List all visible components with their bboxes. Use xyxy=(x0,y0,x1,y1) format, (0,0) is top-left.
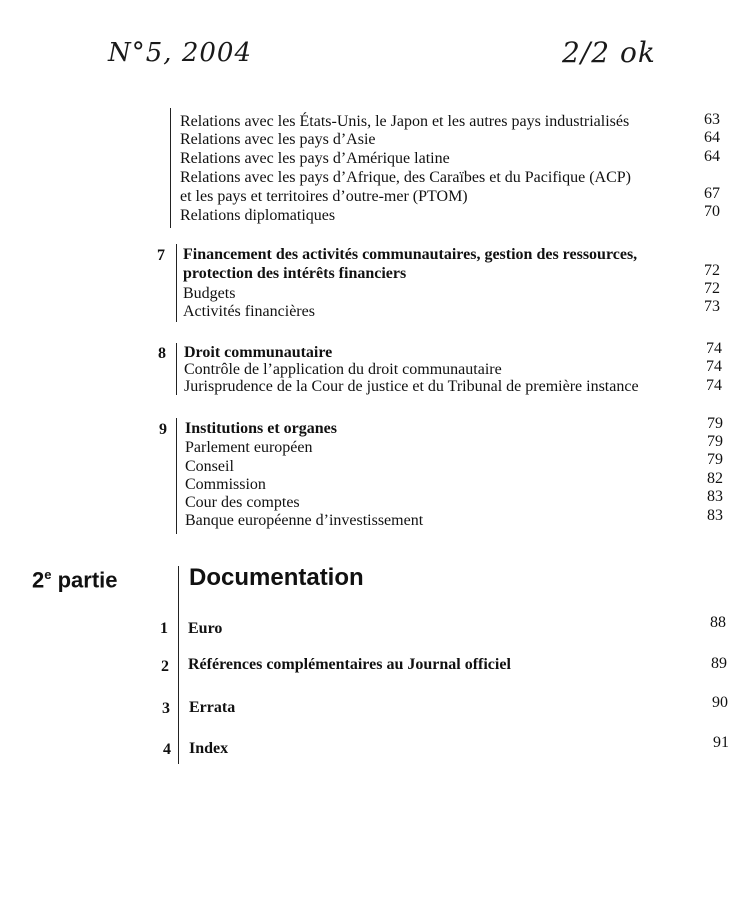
toc-page: 74 xyxy=(706,340,722,357)
toc-page: 64 xyxy=(704,129,720,146)
toc-page: 88 xyxy=(710,614,726,631)
toc-page: 67 xyxy=(704,185,720,202)
toc-page: 70 xyxy=(704,203,720,220)
vertical-rule-section7 xyxy=(176,244,177,322)
entry-number: 1 xyxy=(160,620,168,637)
part-label xyxy=(32,567,118,593)
toc-page: 72 xyxy=(704,262,720,279)
vertical-rule-top xyxy=(170,108,171,228)
entry-number: 2 xyxy=(161,658,169,675)
toc-page: 74 xyxy=(706,358,722,375)
toc-item: Banque européenne d’investissement xyxy=(185,512,424,529)
toc-item: Relations diplomatiques xyxy=(180,207,336,224)
part-word: partie xyxy=(51,567,118,593)
toc-item: Budgets xyxy=(183,285,236,302)
section-number: 7 xyxy=(157,247,165,264)
entry-title: Euro xyxy=(188,620,223,637)
entry-number: 3 xyxy=(162,700,170,717)
section-number: 8 xyxy=(158,345,166,362)
toc-item: et les pays et territoires d’outre-mer (PTOM) xyxy=(180,188,468,205)
entry-title: Index xyxy=(189,740,229,757)
toc-item: Contrôle de l’application du droit communautaire xyxy=(184,361,502,378)
toc-page: 79 xyxy=(707,415,723,432)
toc-page: 74 xyxy=(706,377,722,394)
section-title: Institutions et organes xyxy=(185,420,338,437)
section-title: Droit communautaire xyxy=(184,344,333,361)
toc-item: Commission xyxy=(185,476,266,493)
toc-page: 83 xyxy=(707,488,723,505)
toc-item: Parlement européen xyxy=(185,439,313,456)
part-ordinal: e xyxy=(44,567,52,582)
part-title: Documentation xyxy=(189,564,364,591)
entry-title: Errata xyxy=(189,699,236,716)
vertical-rule-section9 xyxy=(176,418,177,534)
toc-page: 82 xyxy=(707,470,723,487)
toc-item: Jurisprudence de la Cour de justice et du Tribunal de première instance xyxy=(184,378,639,395)
vertical-rule-part2 xyxy=(178,566,179,764)
handwritten-issue-note: N°5, 2004 xyxy=(108,38,252,68)
toc-page: 89 xyxy=(711,655,727,672)
toc-item: Conseil xyxy=(185,458,234,475)
vertical-rule-section8 xyxy=(176,343,177,395)
toc-page: 90 xyxy=(712,694,728,711)
section-number: 9 xyxy=(159,421,167,438)
toc-page: 72 xyxy=(704,280,720,297)
entry-number: 4 xyxy=(163,741,171,758)
toc-page: 91 xyxy=(713,734,729,751)
toc-item: Relations avec les pays d’Asie xyxy=(180,131,376,148)
part-number: 2 xyxy=(32,567,45,593)
toc-page: 64 xyxy=(704,148,720,165)
toc-page: 83 xyxy=(707,507,723,524)
toc-page: 79 xyxy=(707,433,723,450)
toc-item: Activités financières xyxy=(183,303,315,320)
toc-page: 73 xyxy=(704,298,720,315)
entry-title: Références complémentaires au Journal officiel xyxy=(188,656,511,673)
toc-item: Relations avec les pays d’Afrique, des Caraïbes et du Pacifique (ACP) xyxy=(180,169,631,186)
toc-page: 63 xyxy=(704,111,720,128)
toc-page: 79 xyxy=(707,451,723,468)
handwritten-check-note: 2/2 ok xyxy=(562,36,656,69)
section-title: Financement des activités communautaires, gestion des ressources, xyxy=(183,246,638,263)
toc-item: Relations avec les pays d’Amérique latine xyxy=(180,150,450,167)
toc-item: Cour des comptes xyxy=(185,494,300,511)
toc-item: Relations avec les États-Unis, le Japon et les autres pays industrialisés xyxy=(180,113,630,130)
section-title: protection des intérêts financiers xyxy=(183,265,407,282)
